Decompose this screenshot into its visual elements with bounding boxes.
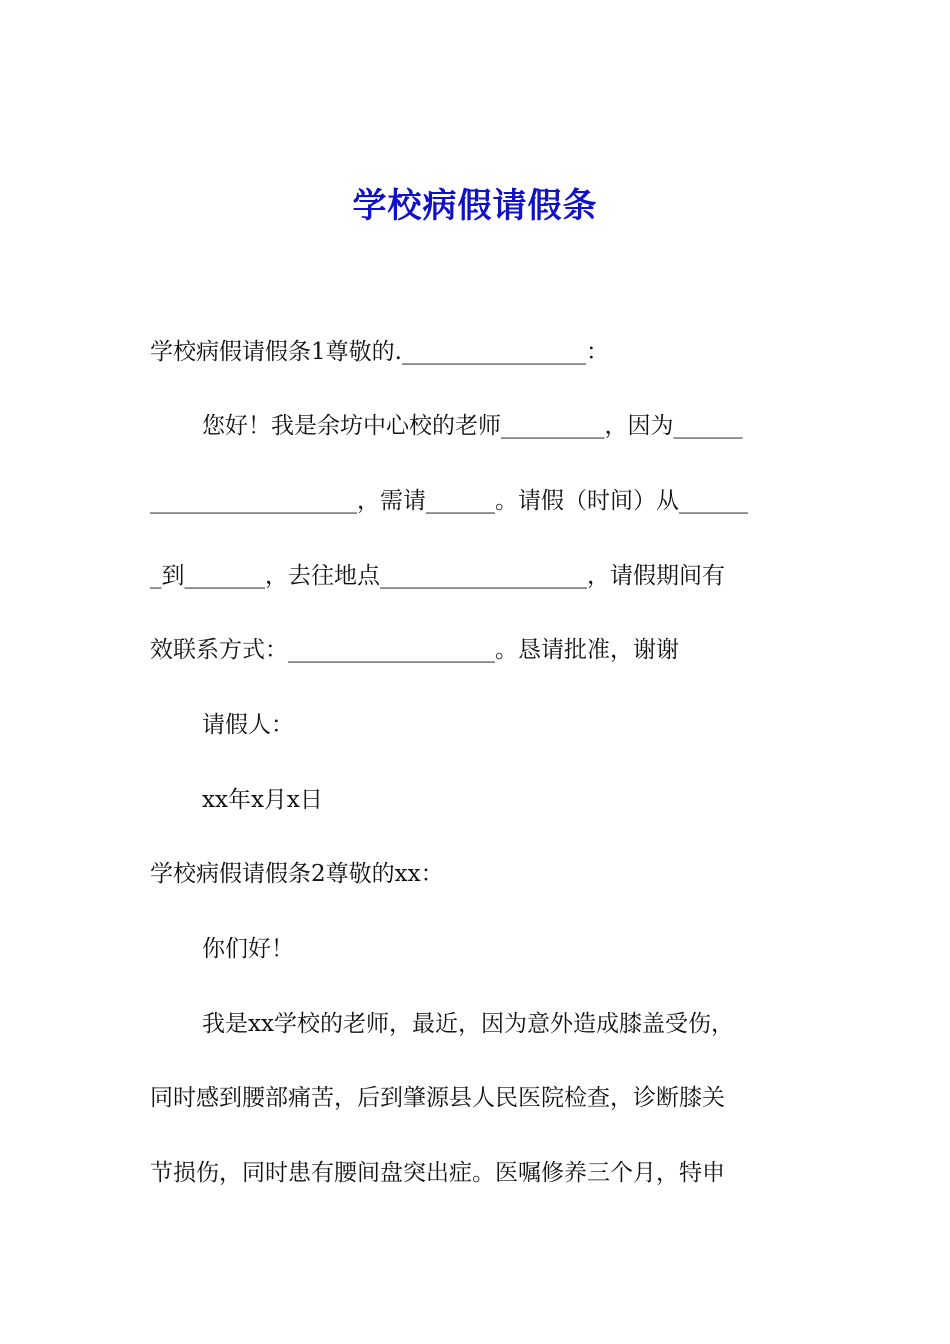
paragraph-line: 效联系方式：__________________。恳请批准，谢谢 [150,637,679,663]
paragraph-line: 我是xx学校的老师，最近，因为意外造成膝盖受伤， [202,1011,734,1037]
date-line: xx年x月x日 [202,787,323,813]
paragraph-line: __________________，需请______。请假（时间）从______ [150,488,748,514]
paragraph-line: 节损伤，同时患有腰间盘突出症。医嘱修养三个月，特申 [150,1160,725,1186]
paragraph-line: 您好！我是余坊中心校的老师_________，因为______ [202,413,743,439]
letter-1-heading: 学校病假请假条1尊敬的.________________： [150,339,609,365]
greeting-line: 你们好！ [202,936,294,962]
document-title: 学校病假请假条 [352,186,598,226]
paragraph-line: _到_______，去往地点__________________，请假期间有 [150,563,725,589]
signature-label: 请假人： [202,712,294,738]
paragraph-line: 同时感到腰部痛苦，后到肇源县人民医院检查，诊断膝关 [150,1085,725,1111]
letter-2-heading: 学校病假请假条2尊敬的xx： [150,861,444,887]
